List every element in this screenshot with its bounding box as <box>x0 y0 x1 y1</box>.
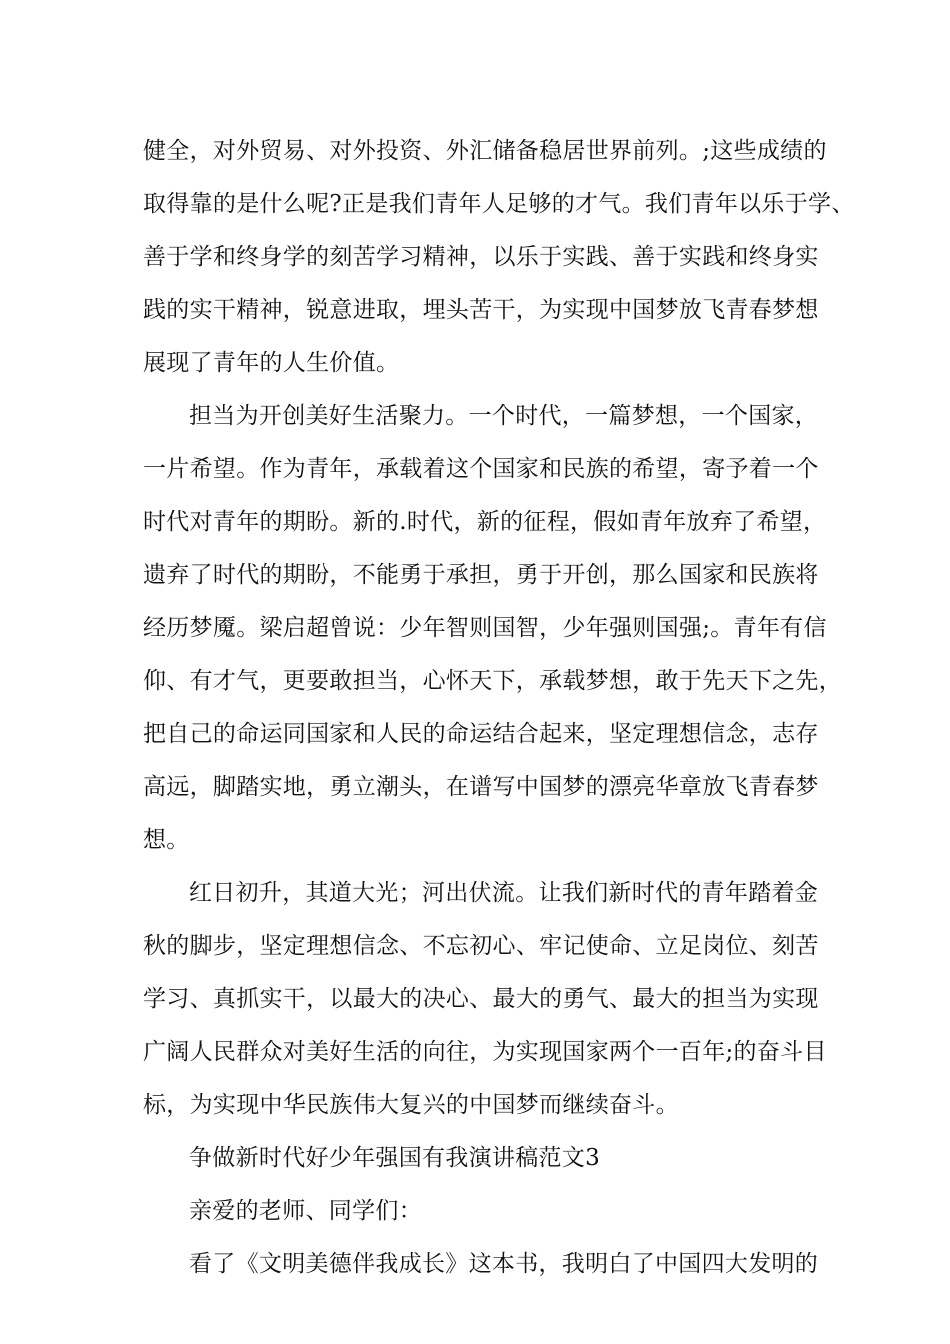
text-line: 广阔人民群众对美好生活的向往，为实现国家两个一百年;的奋斗目 <box>143 1039 827 1065</box>
text-line: 展现了青年的人生价值。 <box>143 350 400 376</box>
text-line: 取得靠的是什么呢?正是我们青年人足够的才气。我们青年以乐于学、 <box>143 191 855 217</box>
text-line: 时代对青年的期盼。新的.时代，新的征程，假如青年放弃了希望， <box>143 509 827 535</box>
text-line: 秋的脚步，坚定理想信念、不忘初心、牢记使命、立足岗位、刻苦 <box>143 933 819 959</box>
text-line: 经历梦魇。梁启超曾说：少年智则国智，少年强则国强;。青年有信 <box>143 615 827 641</box>
text-line: 把自己的命运同国家和人民的命运结合起来，坚定理想信念，志存 <box>143 721 819 747</box>
text-line: 标，为实现中华民族伟大复兴的中国梦而继续奋斗。 <box>143 1092 679 1118</box>
text-line: 仰、有才气，更要敢担当，心怀天下，承载梦想，敢于先天下之先， <box>143 668 842 694</box>
text-line: 学习、真抓实干，以最大的决心、最大的勇气、最大的担当为实现 <box>143 986 819 1012</box>
text-line: 善于学和终身学的刻苦学习精神，以乐于实践、善于实践和终身实 <box>143 244 819 270</box>
salutation-line: 亲爱的老师、同学们： <box>189 1198 422 1224</box>
text-line: 健全，对外贸易、对外投资、外汇储备稳居世界前列。;这些成绩的 <box>143 138 827 164</box>
text-line: 高远，脚踏实地，勇立潮头，在谱写中国梦的漂亮华章放飞青春梦 <box>143 774 819 800</box>
text-line: 践的实干精神，锐意进取，埋头苦干，为实现中国梦放飞青春梦想 <box>143 297 819 323</box>
document-body <box>143 125 855 1291</box>
text-line: 遗弃了时代的期盼，不能勇于承担，勇于开创，那么国家和民族将 <box>143 562 819 588</box>
paragraph-start-line: 担当为开创美好生活聚力。一个时代，一篇梦想，一个国家， <box>189 403 819 429</box>
paragraph-start-line: 红日初升，其道大光；河出伏流。让我们新时代的青年踏着金 <box>189 880 819 906</box>
section-heading: 争做新时代好少年强国有我演讲稿范文3 <box>189 1145 601 1171</box>
paragraph-start-line: 看了《文明美德伴我成长》这本书，我明白了中国四大发明的 <box>189 1251 819 1277</box>
text-line: 想。 <box>143 827 190 853</box>
text-line: 一片希望。作为青年，承载着这个国家和民族的希望，寄予着一个 <box>143 456 819 482</box>
